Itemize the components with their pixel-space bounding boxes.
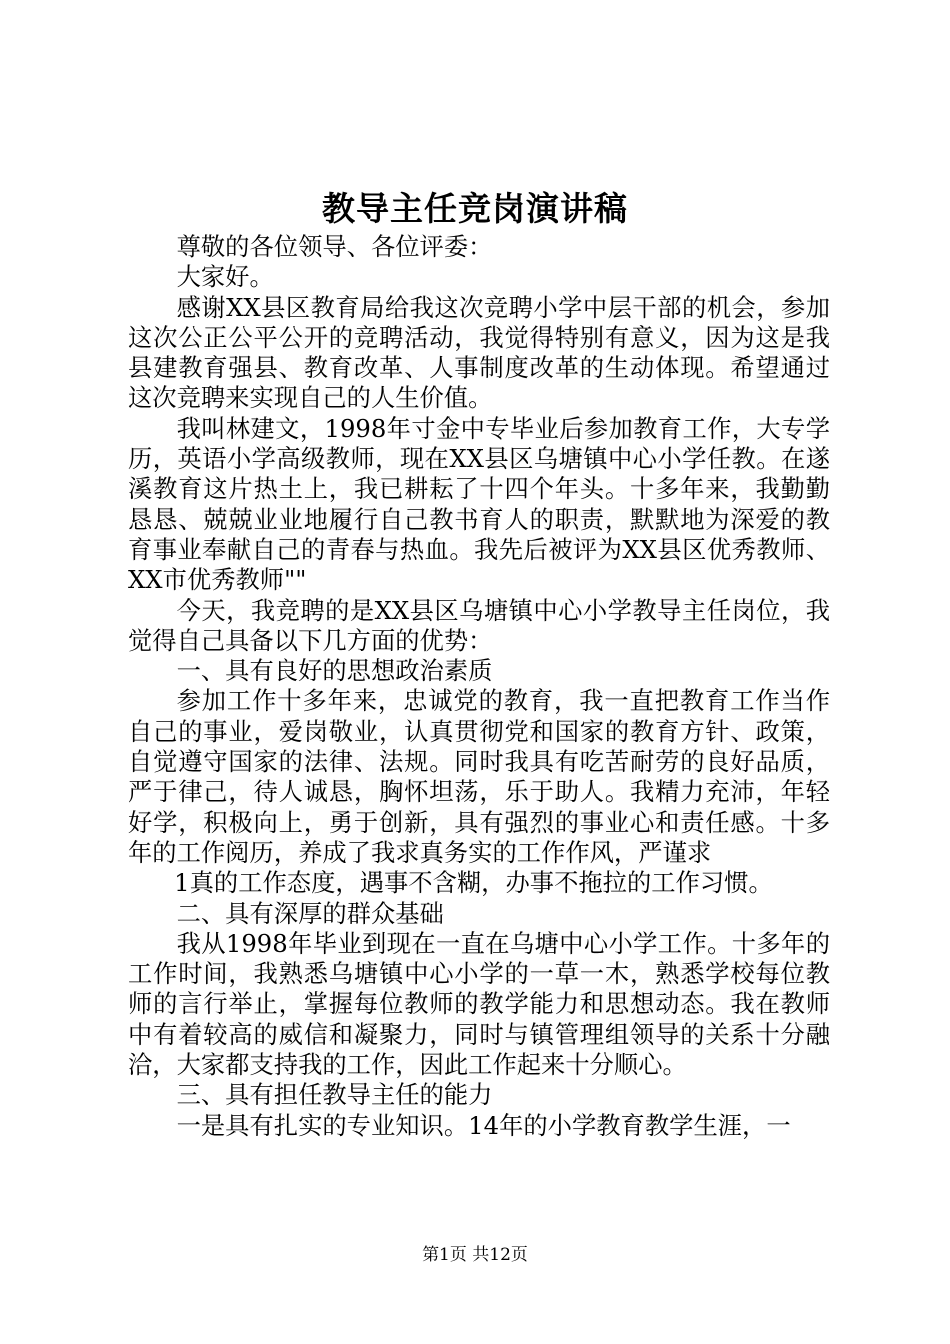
section-heading-2: 二、具有深厚的群众基础 xyxy=(176,898,444,928)
paragraph-thanks: 感谢XX县区教育局给我这次竞聘小学中层干部的机会，参加这次公正公平公开的竞聘活动，我觉得特别有意义，因为这是我县建教育强县、教育改革、人事制度改革的生动体现。希望通过这次竞聘来实现自己的人生价值。 xyxy=(128,292,830,413)
paragraph-greeting: 尊敬的各位领导、各位评委： xyxy=(176,232,493,261)
section-heading-3: 三、具有担任教导主任的能力 xyxy=(176,1080,493,1110)
document-title: 教导主任竞岗演讲稿 xyxy=(322,189,628,228)
paragraph-continuation: 1真的工作态度，遇事不含糊，办事不拖拉的工作习惯。 xyxy=(174,868,773,898)
paragraph-mass-basis: 我从1998年毕业到现在一直在乌塘中心小学工作。十多年的工作时间，我熟悉乌塘镇中心小学的一草一木，熟悉学校每位教师的言行举止，掌握每位教师的教学能力和思想动态。我在教师中有着较高的威信和凝聚力，同时与镇管理组领导的关系十分融洽，大家都支持我的工作，因此工作起来十分顺心。 xyxy=(128,928,830,1080)
page-footer: 第1页 共12页 xyxy=(422,1245,528,1265)
paragraph-self-intro: 我叫林建文，1998年寸金中专毕业后参加教育工作，大专学历，英语小学高级教师，现在XX县区乌塘镇中心小学任教。在遂溪教育这片热土上，我已耕耘了十四个年头。十多年来，我勤勤恳恳、兢兢业业地履行自己教书育人的职责，默默地为深爱的教育事业奉献自己的青春与热血。我先后被评为XX县区优秀教师、XX市优秀教师"" xyxy=(128,413,830,595)
paragraph-position: 今天，我竞聘的是XX县区乌塘镇中心小学教导主任岗位，我觉得自己具备以下几方面的优势： xyxy=(128,595,830,655)
section-heading-1: 一、具有良好的思想政治素质 xyxy=(176,656,493,686)
paragraph-politics: 参加工作十多年来，忠诚党的教育，我一直把教育工作当作自己的事业，爱岗敬业，认真贯彻党和国家的教育方针、政策，自觉遵守国家的法律、法规。同时我具有吃苦耐劳的良好品质，严于律己，待人诚恳，胸怀坦荡，乐于助人。我精力充沛，年轻好学，积极向上，勇于创新，具有强烈的事业心和责任感。十多年的工作阅历，养成了我求真务实的工作作风，严谨求 xyxy=(128,686,830,867)
document-body xyxy=(128,232,830,1141)
paragraph-hello: 大家好。 xyxy=(176,262,274,292)
paragraph-ability: 一是具有扎实的专业知识。14年的小学教育教学生涯，一 xyxy=(176,1110,791,1140)
